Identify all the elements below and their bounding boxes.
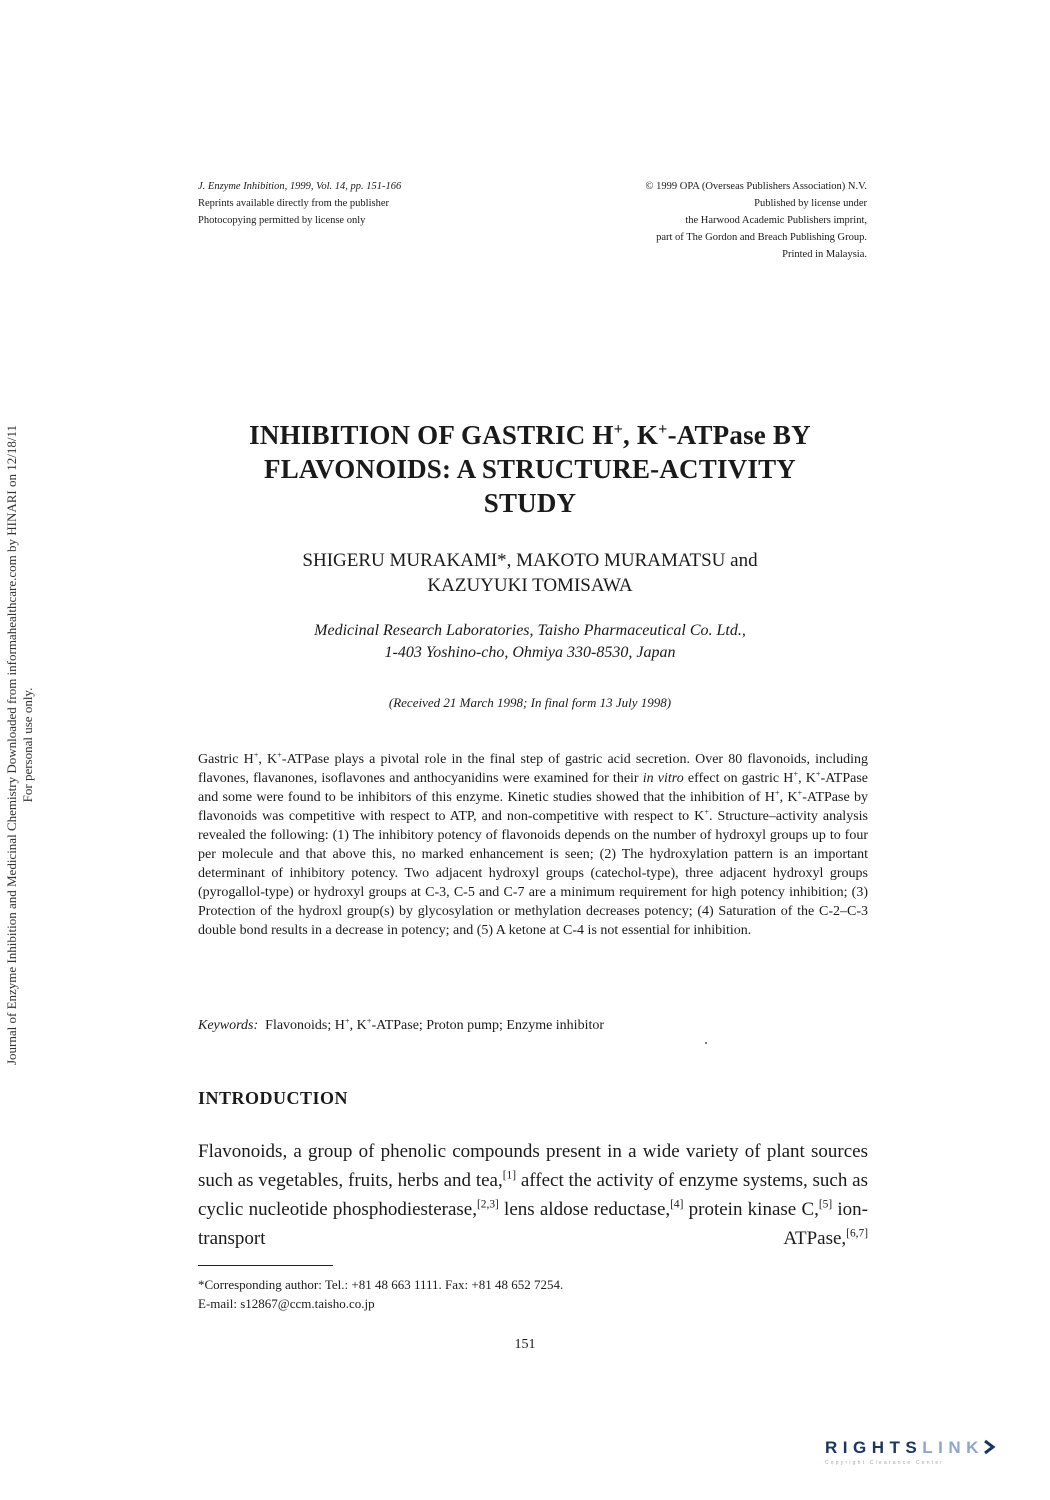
section-heading: INTRODUCTION (198, 1088, 349, 1108)
publisher-line: Published by license under (754, 198, 867, 209)
affiliation (150, 620, 910, 664)
footnote (198, 1275, 563, 1313)
publisher-line: Printed in Malaysia. (782, 249, 867, 260)
journal-citation (198, 178, 401, 229)
abstract: Gastric H+, K+-ATPase plays a pivotal role in the final step of gastric acid secretion. Over 80 flavonoids, including flavones, flavanones, isoflavones and anthocyanidins were examined for their in vitro effect on gastric H+, K+-ATPase and some were found to be inhibitors of this enzyme. Kinetic studies showed that the inhibition of H+, K+-ATPase by flavonoids was competitive with respect to ATP, and non-competitive with respect to K+. Structure–activity analysis revealed the following: (1) The inhibitory potency of flavonoids depends on the number of hydroxyl groups up to four per molecule and that above this, no marked enhancement is seen; (2) The hydroxylation pattern is an important determinant of inhibitory potency. Two adjacent hydroxyl groups (catechol-type), three adjacent hydroxyl groups (pyrogallol-type) or hydroxyl groups at C-3, C-5 and C-7 are a minimum requirement for high potency inhibition; (3) Protection of the hydroxl group(s) by glycosylation or methylation decreases potency; (4) Saturation of the C-2–C-3 double bond results in a decrease in potency; and (5) A ketone at C-4 is not essential for inhibition. (198, 750, 868, 938)
keywords-label: Keywords: (198, 1018, 259, 1033)
rightslink-logo[interactable] (825, 1438, 1035, 1472)
authors (150, 548, 910, 598)
footnote-email: E-mail: s12867@ccm.taisho.co.jp (198, 1296, 375, 1311)
download-watermark (4, 330, 44, 1160)
citation-line: Photocopying permitted by license only (198, 215, 366, 226)
intro-paragraph: Flavonoids, a group of phenolic compounds present in a wide variety of plant sources such as vegetables, fruits, herbs and tea,[1] affect the activity of enzyme systems, such as cyclic nucleotide phosphodiesterase,[2,3] lens aldose reductase,[4] protein kinase C,[5] ion-transport ATPase,[6,7] (198, 1141, 869, 1249)
affiliation-line: Medicinal Research Laboratories, Taisho Pharmaceutical Co. Ltd., (314, 622, 746, 639)
citation-line: J. Enzyme Inhibition, 1999, Vol. 14, pp. 151-166 (198, 181, 402, 192)
publisher-line: © 1999 OPA (Overseas Publishers Association) N.V. (645, 181, 867, 192)
received-dates: (Received 21 March 1998; In final form 13 July 1998) (388, 695, 672, 710)
publisher-notice (646, 178, 867, 263)
paper-title: INHIBITION OF GASTRIC H+, K+-ATPase BY FLAVONOIDS: A STRUCTURE-ACTIVITY STUDY (249, 420, 811, 518)
keywords-list: Flavonoids; H+, K+-ATPase; Proton pump; Enzyme inhibitor (261, 1016, 605, 1033)
publisher-line: the Harwood Academic Publishers imprint, (685, 215, 867, 226)
watermark-line: Journal of Enzyme Inhibition and Medicinal Chemistry Downloaded from informahealthcare.com by HINARI on 12/18/11 (4, 425, 19, 1065)
author-line: KAZUYUKI TOMISAWA (427, 575, 633, 596)
publisher-line: part of The Gordon and Breach Publishing Group. (656, 232, 867, 243)
keywords (198, 1018, 604, 1034)
author-line: SHIGERU MURAKAMI*, MAKOTO MURAMATSU and (302, 550, 758, 571)
affiliation-line: 1-403 Yoshino-cho, Ohmiya 330-8530, Japan (384, 644, 676, 661)
citation-line: Reprints available directly from the publisher (198, 198, 389, 209)
logo-arrow-icon (981, 1439, 997, 1455)
logo-tagline: Copyright Clearance Center (825, 1460, 945, 1466)
watermark-line: For personal use only. (20, 687, 35, 803)
page-number: 151 (514, 1337, 536, 1352)
footnote-rule (198, 1265, 333, 1266)
footnote-line: *Corresponding author: Tel.: +81 48 663 1111. Fax: +81 48 652 7254. (198, 1277, 564, 1292)
logo-wordmark: RIGHTSLINK (825, 1438, 1035, 1458)
scan-speck (705, 1042, 707, 1044)
